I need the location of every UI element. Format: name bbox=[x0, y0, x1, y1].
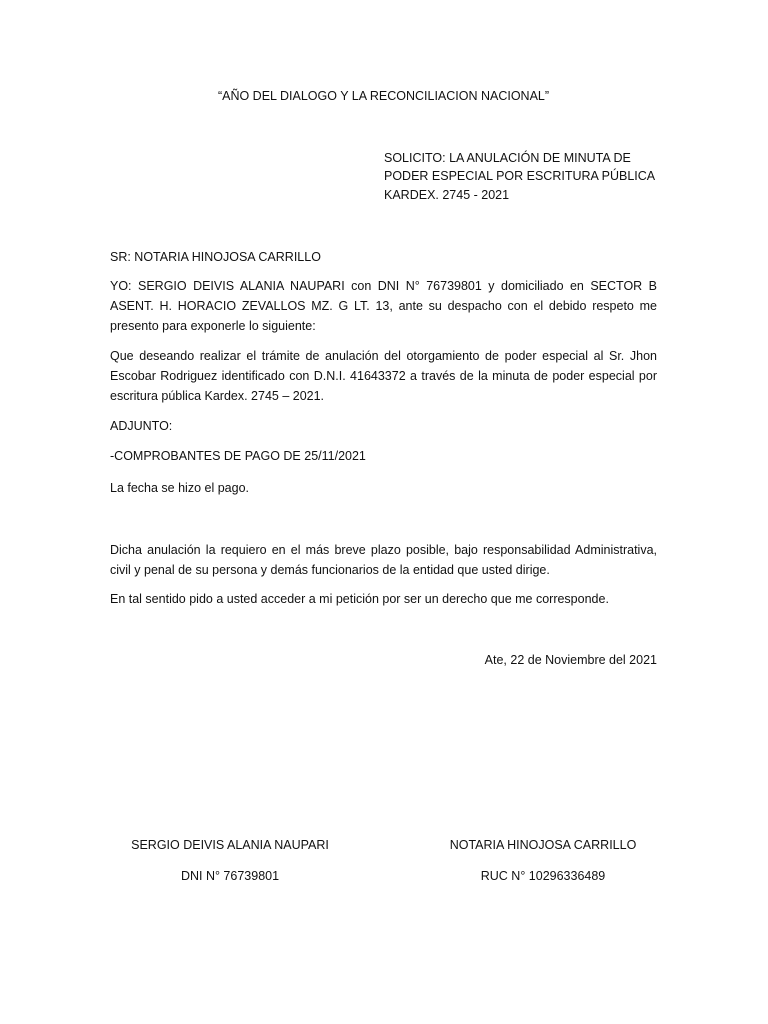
request-line-2: PODER ESPECIAL POR ESCRITURA PÚBLICA bbox=[384, 169, 656, 183]
attachment-item: -COMPROBANTES DE PAGO DE 25/11/2021 bbox=[110, 449, 366, 463]
petition-paragraph: Que deseando realizar el trámite de anulación del otorgamiento de poder especial al Sr. Jhon Escobar Rodriguez identificado con D.N.I. 41643372 a través de la minuta de poder especial por escritura pública Kardex. 2745 – 2021. bbox=[110, 349, 657, 403]
request-line-3: KARDEX. 2745 - 2021 bbox=[384, 188, 510, 202]
urgency-paragraph: Dicha anulación la requiero en el más breve plazo posible, bajo responsabilidad Administrativa, civil y penal de su persona y demás funcionarios de la entidad que usted dirige. bbox=[110, 543, 657, 577]
payment-note: La fecha se hizo el pago. bbox=[110, 481, 249, 495]
request-line-1: SOLICITO: LA ANULACIÓN DE MINUTA DE bbox=[384, 151, 631, 165]
addressee: SR: NOTARIA HINOJOSA CARRILLO bbox=[110, 250, 321, 264]
signature-left-id: DNI N° 76739801 bbox=[180, 869, 280, 883]
attachment-heading: ADJUNTO: bbox=[110, 419, 173, 433]
signature-right-id: RUC N° 10296336489 bbox=[480, 869, 606, 883]
year-motto-heading: “AÑO DEL DIALOGO Y LA RECONCILIACION NACIONAL” bbox=[217, 89, 550, 103]
signature-left-name: SERGIO DEIVIS ALANIA NAUPARI bbox=[131, 838, 329, 852]
closing-sentence: En tal sentido pido a usted acceder a mi petición por ser un derecho que me corresponde. bbox=[110, 592, 609, 606]
intro-paragraph: YO: SERGIO DEIVIS ALANIA NAUPARI con DNI N° 76739801 y domiciliado en SECTOR B ASENT. H. HORACIO ZEVALLOS MZ. G LT. 13, ante su despacho con el debido respeto me presento para exponerle lo siguiente: bbox=[110, 279, 657, 333]
date-line: Ate, 22 de Noviembre del 2021 bbox=[484, 653, 657, 667]
signature-right-name: NOTARIA HINOJOSA CARRILLO bbox=[449, 838, 637, 852]
